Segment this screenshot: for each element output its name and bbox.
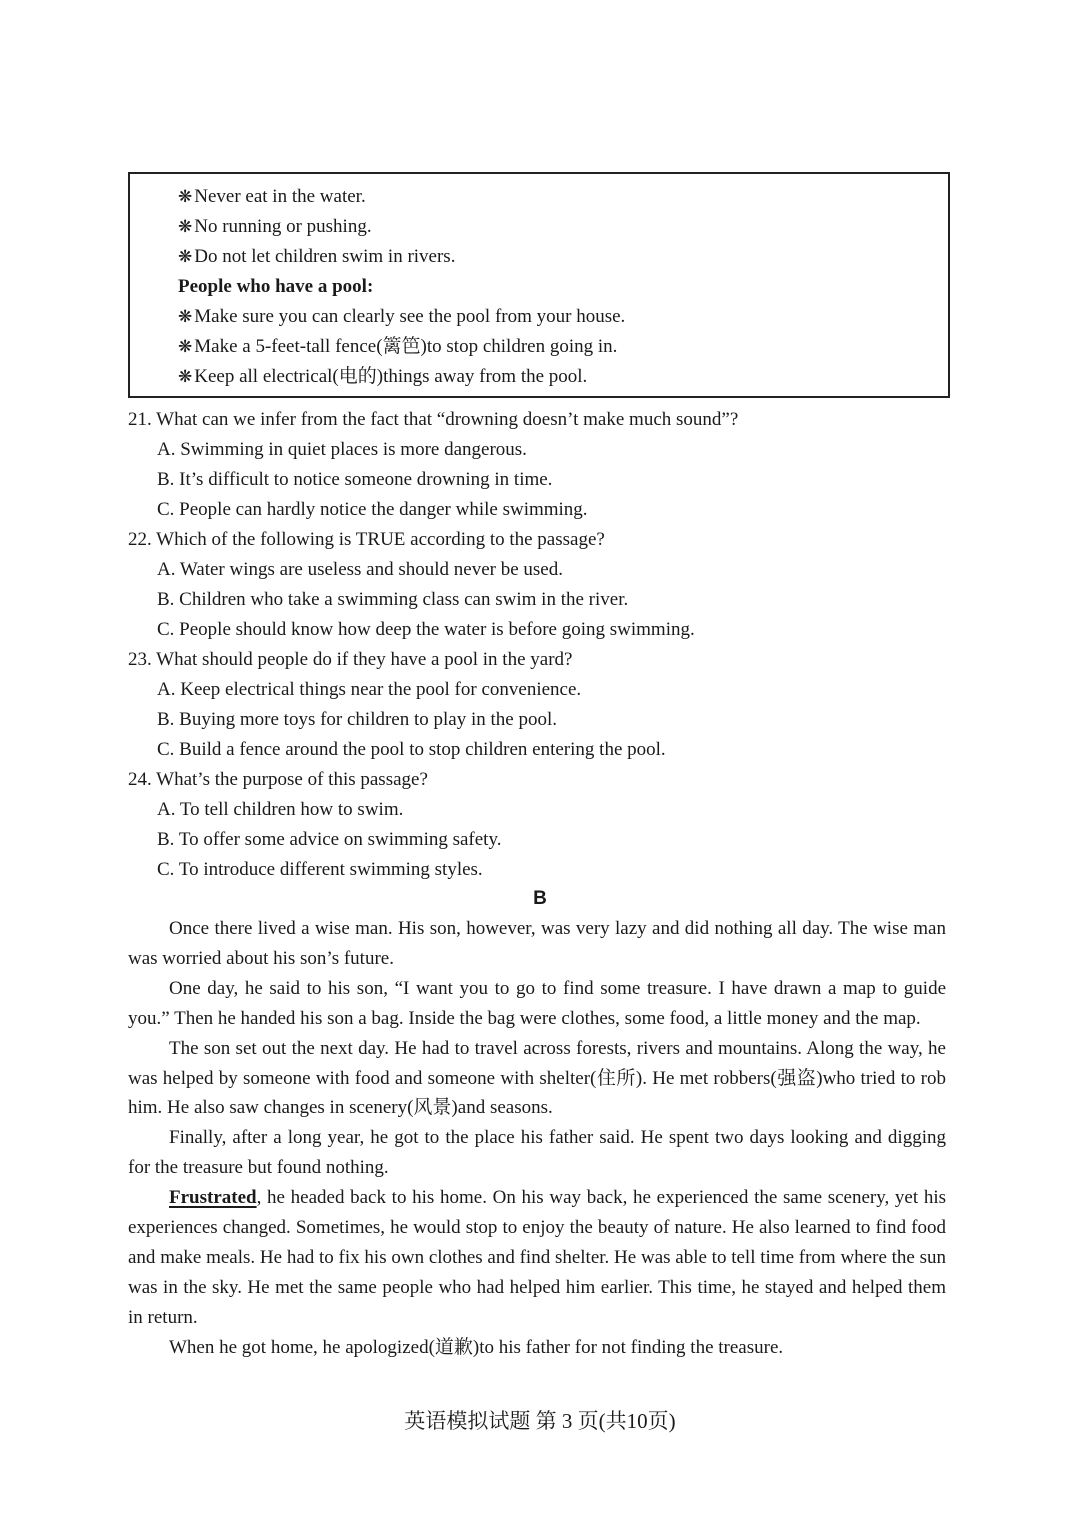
question-22-stem: 22. Which of the following is TRUE according to the passage? — [128, 529, 605, 550]
frustrated-word: Frustrated — [169, 1187, 257, 1209]
asterisk-icon: ❋ — [178, 307, 193, 327]
pool-heading: People who have a pool: — [178, 276, 374, 297]
page-footer: 英语模拟试题 第 3 页(共10页) — [404, 1409, 676, 1433]
question-21-stem: 21. What can we infer from the fact that “drowning doesn’t make much sound”? — [128, 409, 739, 430]
pool-rule-item: ❋ Keep all electrical(电的)things away from the pool. — [178, 366, 588, 387]
passage-paragraph: The son set out the next day. He had to travel across forests, rivers and mountains. Along the way, he was helped by someone with food and someone with shelter(住所). He met robbers(强盗)who tried to rob him. He also saw changes in scenery(风景)and seasons. — [128, 1037, 946, 1119]
asterisk-icon: ❋ — [178, 247, 193, 267]
question-21-option-a: A. Swimming in quiet places is more dangerous. — [157, 439, 527, 460]
asterisk-icon: ❋ — [178, 187, 193, 207]
question-23-option-a: A. Keep electrical things near the pool for convenience. — [157, 679, 582, 700]
passage-paragraph: One day, he said to his son, “I want you to go to find some treasure. I have drawn a map to guide you.” Then he handed his son a bag. Inside the bag were clothes, some food, a little money and the map. — [128, 977, 946, 1029]
asterisk-icon: ❋ — [178, 367, 193, 387]
question-24-option-c: C. To introduce different swimming styles. — [157, 859, 483, 880]
rule-item: ❋ Never eat in the water. — [178, 186, 366, 207]
question-23-stem: 23. What should people do if they have a pool in the yard? — [128, 649, 573, 670]
question-24-stem: 24. What’s the purpose of this passage? — [128, 769, 428, 790]
question-24-option-a: A. To tell children how to swim. — [157, 799, 404, 820]
pool-rule-item: ❋ Make sure you can clearly see the pool from your house. — [178, 306, 626, 327]
question-23-option-b: B. Buying more toys for children to play in the pool. — [157, 709, 558, 730]
question-22-option-a: A. Water wings are useless and should never be used. — [157, 559, 563, 580]
question-22-option-c: C. People should know how deep the water is before going swimming. — [157, 619, 695, 640]
pool-rule-item: ❋ Make a 5-feet-tall fence(篱笆)to stop children going in. — [178, 336, 618, 357]
rules-box — [128, 172, 950, 398]
question-24-option-b: B. To offer some advice on swimming safety. — [157, 829, 502, 850]
rule-item: ❋ No running or pushing. — [178, 216, 372, 237]
asterisk-icon: ❋ — [178, 217, 193, 237]
question-21-option-b: B. It’s difficult to notice someone drowning in time. — [157, 469, 553, 490]
question-23-option-c: C. Build a fence around the pool to stop children entering the pool. — [157, 739, 666, 760]
passage-paragraph: Once there lived a wise man. His son, however, was very lazy and did nothing all day. The wise man was worried about his son’s future. — [128, 918, 946, 969]
rule-item: ❋ Do not let children swim in rivers. — [178, 246, 456, 267]
asterisk-icon: ❋ — [178, 337, 193, 357]
question-22-option-b: B. Children who take a swimming class can swim in the river. — [157, 589, 629, 610]
passage-paragraph: When he got home, he apologized(道歉)to his father for not finding the treasure. — [169, 1336, 784, 1358]
passage-paragraph: Finally, after a long year, he got to the place his father said. He spent two days looking and digging for the treasure but found nothing. — [128, 1127, 946, 1179]
section-b-passage — [128, 914, 946, 1363]
passage-paragraph: Frustrated, he headed back to his home. On his way back, he experienced the same scenery, yet his experiences changed. Sometimes, he would stop to enjoy the beauty of nature. He also learned to find food and make meals. He had to fix his own clothes and find shelter. He was able to tell time from where the sun was in the sky. He met the same people who had helped him earlier. This time, he stayed and helped them in return. — [128, 1187, 946, 1328]
question-21-option-c: C. People can hardly notice the danger while swimming. — [157, 499, 588, 520]
section-b-heading: B — [533, 888, 547, 909]
